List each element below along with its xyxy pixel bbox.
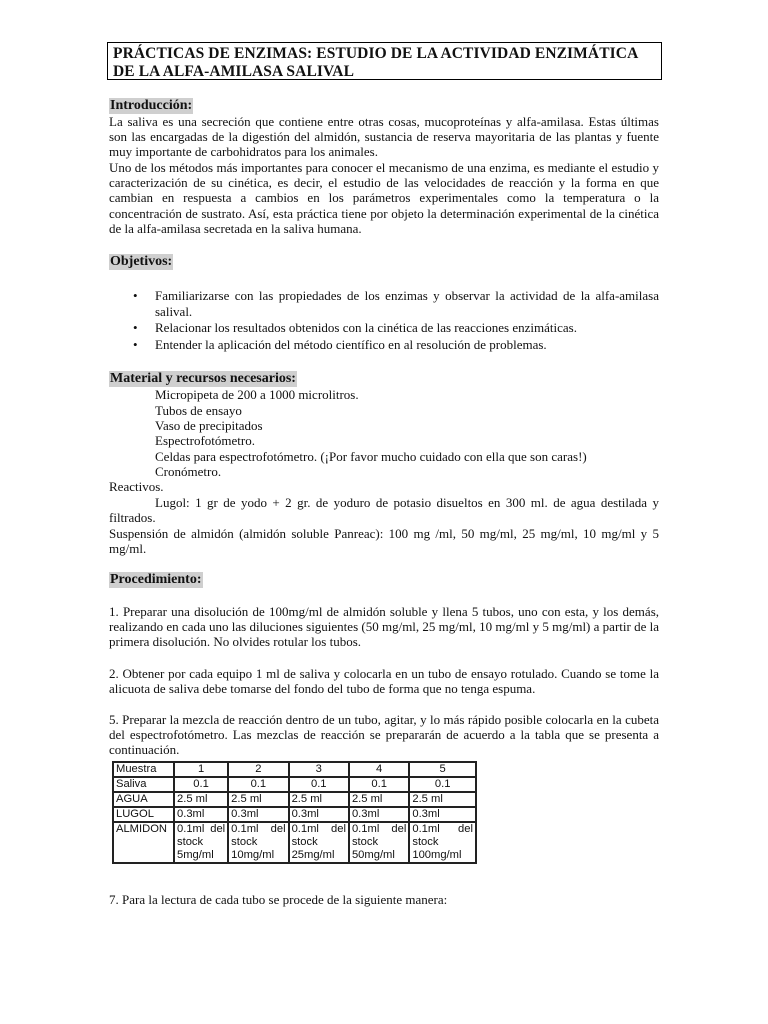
table-cell: Muestra xyxy=(113,762,174,777)
table-cell: 2.5 ml xyxy=(349,792,409,807)
table-cell: 0.1ml del stock 50mg/ml xyxy=(349,822,409,863)
intro-heading: Introducción: xyxy=(110,98,193,113)
reaction-mix-table xyxy=(112,761,477,864)
table-row xyxy=(113,807,476,822)
table-cell: 2.5 ml xyxy=(289,792,349,807)
material-item: Celdas para espectrofotómetro. (¡Por favor mucho cuidado con ella que son caras!) xyxy=(155,449,587,464)
table-cell: 0.1 xyxy=(349,777,409,792)
table-row xyxy=(113,762,476,777)
intro-paragraph-1: La saliva es una secreción que contiene entre otras cosas, mucoproteínas y alfa-amilasa. Estas últimas son las encargadas de la digestión del almidón, sustancia de reserva mayoritaria de las plantas y fuente muy importante de carbohidratos para los animales. xyxy=(109,114,659,160)
table-row xyxy=(113,792,476,807)
table-cell: 0.1ml del stock 25mg/ml xyxy=(289,822,349,863)
objetivo-item-2: Relacionar los resultados obtenidos con la cinética de las reacciones enzimáticas. xyxy=(155,320,577,335)
step-2: 2. Obtener por cada equipo 1 ml de saliva y colocarla en un tubo de ensayo rotulado. Cuando se tome la alicuota de saliva debe tomarse del fondo del tubo de forma que no tenga espuma. xyxy=(109,666,659,697)
table-cell: 2.5 ml xyxy=(228,792,288,807)
material-item: Micropipeta de 200 a 1000 microlitros. xyxy=(155,387,359,402)
material-item: Cronómetro. xyxy=(155,464,222,479)
table-cell: 2.5 ml xyxy=(174,792,228,807)
table-cell: 0.3ml xyxy=(228,807,288,822)
table-cell: 3 xyxy=(289,762,349,777)
table-cell: 0.3ml xyxy=(409,807,476,822)
bullet-icon: • xyxy=(133,337,138,352)
procedimiento-heading: Procedimiento: xyxy=(110,572,202,587)
step-1: 1. Preparar una disolución de 100mg/ml de almidón soluble y llena 5 tubos, uno con esta, y los demás, realizando en cada uno las diluciones siguientes (50 mg/ml, 25 mg/ml, 10 mg/ml y 5 mg/ml) a partir de la primera disolución. No olvides rotular los tubos. xyxy=(109,604,659,650)
objetivo-item-1: Familiarizarse con las propiedades de los enzimas y observar la actividad de la alfa-amilasa salival. xyxy=(155,288,659,319)
table-cell: 0.1ml del stock 10mg/ml xyxy=(228,822,288,863)
table-cell: ALMIDON xyxy=(113,822,174,863)
intro-paragraph-2: Uno de los métodos más importantes para conocer el mecanismo de una enzima, es mediante el estudio y caracterización de su cinética, es decir, el estudio de las velocidades de reacción y la forma en que cambian en respuesta a cambios en los parámetros experimentales como la temperatura o la concentración de sustrato. Así, esta práctica tiene por objeto la determinación experimental de la cinética de la alfa-amilasa secretada en la saliva humana. xyxy=(109,160,659,236)
table-cell: 0.3ml xyxy=(174,807,228,822)
lugol-text: Lugol: 1 gr de yodo + 2 gr. de yoduro de potasio disueltos en 300 ml. de agua destilada y filtrados. xyxy=(109,495,659,526)
table-cell: LUGOL xyxy=(113,807,174,822)
material-item: Espectrofotómetro. xyxy=(155,433,255,448)
almidon-text: Suspensión de almidón (almidón soluble Panreac): 100 mg /ml, 50 mg/ml, 25 mg/ml, 10 mg/ml y 5 mg/ml. xyxy=(109,526,659,557)
table-cell: AGUA xyxy=(113,792,174,807)
document-title: PRÁCTICAS DE ENZIMAS: ESTUDIO DE LA ACTIVIDAD ENZIMÁTICA DE LA ALFA-AMILASA SALIVAL xyxy=(107,42,662,80)
table-cell: 4 xyxy=(349,762,409,777)
bullet-icon: • xyxy=(133,320,138,335)
table-row xyxy=(113,822,476,863)
bullet-icon: • xyxy=(133,288,138,303)
table-row xyxy=(113,777,476,792)
material-item: Vaso de precipitados xyxy=(155,418,263,433)
table-cell: 0.1ml del stock 5mg/ml xyxy=(174,822,228,863)
table-cell: 1 xyxy=(174,762,228,777)
table-cell: 2.5 ml xyxy=(409,792,476,807)
table-cell: 0.1 xyxy=(174,777,228,792)
table-cell: 0.3ml xyxy=(349,807,409,822)
table-cell: 0.1 xyxy=(228,777,288,792)
material-item: Tubos de ensayo xyxy=(155,403,242,418)
objetivo-item-3: Entender la aplicación del método científico en al resolución de problemas. xyxy=(155,337,547,352)
table-cell: 5 xyxy=(409,762,476,777)
table-cell: Saliva xyxy=(113,777,174,792)
table-cell: 0.1 xyxy=(409,777,476,792)
table-cell: 0.1ml del stock 100mg/ml xyxy=(409,822,476,863)
table-cell: 0.3ml xyxy=(289,807,349,822)
step-5: 5. Preparar la mezcla de reacción dentro de un tubo, agitar, y lo más rápido posible colocarla en la cubeta del espectrofotómetro. Las mezclas de reacción se prepararán de acuerdo a la tabla que se presenta a continuación. xyxy=(109,712,659,758)
objetivos-heading: Objetivos: xyxy=(110,254,173,269)
step-7: 7. Para la lectura de cada tubo se procede de la siguiente manera: xyxy=(109,892,448,907)
table-cell: 0.1 xyxy=(289,777,349,792)
material-heading: Material y recursos necesarios: xyxy=(110,371,296,386)
table-cell: 2 xyxy=(228,762,288,777)
reactivos-label: Reactivos. xyxy=(109,479,164,494)
